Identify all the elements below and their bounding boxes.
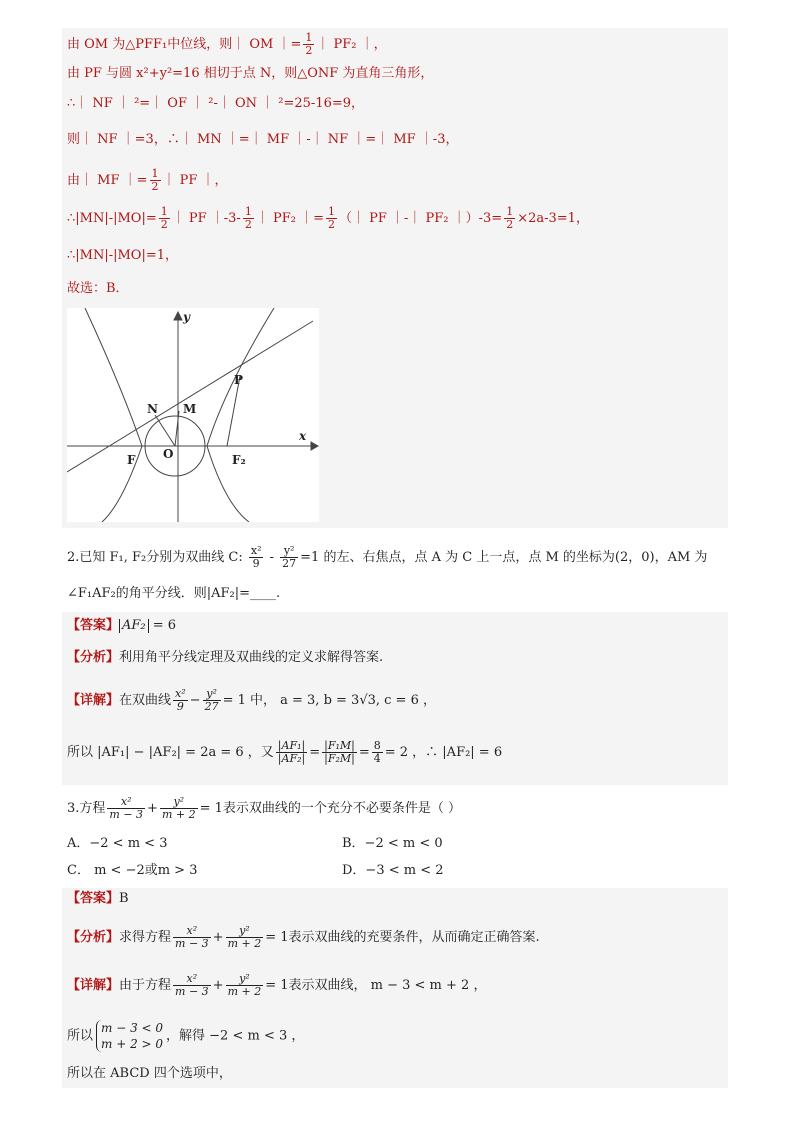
- tangent-line-pf: [67, 321, 313, 472]
- q3-answer: 【答案】B: [67, 891, 129, 906]
- solution-line-5: 由｜ MF ｜= $\frac{1}{2}$ ｜ PF ｜，: [67, 167, 228, 193]
- x-axis-arrow: [311, 442, 318, 450]
- solution-line-3: ∴｜ NF ｜ ²=｜ OF ｜ ²-｜ ON ｜ ²=25-16=9，: [67, 96, 365, 111]
- q3-last: 所以在 ABCD 四个选项中，: [67, 1066, 232, 1081]
- q3-option-b[interactable]: B．−2 < m < 0: [342, 836, 443, 851]
- label-p: P: [234, 373, 244, 387]
- q3-option-a[interactable]: A．−2 < m < 3: [67, 836, 168, 851]
- q2-stem-line-2: ∠F₁AF₂的角平分线．则|AF₂|=____.: [67, 586, 281, 601]
- q2-so: 所以 |AF₁| − |AF₂| = 2a = 6 ，又 $\frac{\text{|AF₁|}}{\text{|AF₂|}}$ = $\frac{\text{|F₁M|}}{\text{|F₂M|}}$ = $\frac{8}{4}$ = 2 ，∴ |AF₂| = 6: [67, 739, 503, 765]
- q3-stem: 3.方程 $\frac{\text{x²}}{m - 3}$ + $\frac{\text{y²}}{m + 2}$ = 1表示双曲线的一个充分不必要条件是（ ）: [67, 795, 462, 821]
- inequality-system: m − 3 < 0 m + 2 > 0: [96, 1020, 163, 1052]
- label-x: x: [299, 429, 307, 443]
- solution-line-6: ∴|MN|-|MO|= $\frac{1}{2}$ ｜ PF ｜-3- $\frac{1}{2}$ ｜ PF₂ ｜= $\frac{1}{2}$ （｜ PF ｜-｜ PF₂ ｜）-3= $\frac{1}{2}$ ×2a-3=1，: [67, 205, 589, 231]
- hyperbola-right-branch: [207, 308, 274, 522]
- label-n: N: [147, 402, 158, 416]
- q3-option-d[interactable]: D．−3 < m < 2: [342, 863, 444, 878]
- y-axis-arrow: [174, 312, 182, 320]
- solution-line-7: ∴|MN|-|MO|=1，: [67, 248, 179, 263]
- solution-line-1: 由 OM 为△PFF₁中位线，则｜ OM ｜= $\frac{1}{2}$ ｜ PF₂ ｜，: [67, 31, 387, 57]
- hyperbola-left-branch: [85, 308, 142, 522]
- solution-line-2: 由 PF 与圆 x²+y²=16 相切于点 N，则△ONF 为直角三角形，: [67, 66, 434, 81]
- hyperbola-figure: [67, 308, 319, 522]
- q3-so: 所以 m − 3 < 0 m + 2 > 0 ，解得 −2 < m < 3 ，: [67, 1021, 305, 1051]
- label-f: F: [127, 453, 136, 467]
- q2-answer: 【答案】 AF₂ = 6: [67, 618, 177, 633]
- label-o: O: [163, 447, 174, 461]
- q2-analysis: 【分析】利用角平分线定理及双曲线的定义求解得答案.: [67, 650, 384, 665]
- fraction: $\frac{1}{2}$: [305, 31, 313, 57]
- solution-line-4: 则｜ NF ｜=3，∴｜ MN ｜=｜ MF ｜-｜ NF ｜=｜ MF ｜-3，: [67, 132, 459, 147]
- q3-analysis: 【分析】求得方程 $\frac{\text{x²}}{m - 3}$ + $\frac{\text{y²}}{m + 2}$ = 1表示双曲线的充要条件，从而确定正确答案.: [67, 924, 540, 950]
- label-y: y: [183, 310, 190, 324]
- q3-option-c[interactable]: C． m < −2或m > 3: [67, 863, 198, 878]
- label-m: M: [183, 402, 197, 416]
- q3-detail: 【详解】由于方程 $\frac{\text{x²}}{m - 3}$ + $\frac{\text{y²}}{m + 2}$ = 1表示双曲线， m − 3 < m + 2 ，: [67, 972, 487, 998]
- solution-line-8: 故选：B．: [67, 281, 129, 296]
- segment-on: [155, 415, 175, 446]
- q2-stem-line-1: 2.已知 F₁, F₂分别为双曲线 C: $\frac{\text{x²}}{9}$ - $\frac{\text{y²}}{27}$ =1 的左、右焦点，点 A 为 C 上一点，点 M 的坐标为(2，0)，AM 为: [67, 544, 708, 570]
- label-f2: F₂: [232, 453, 246, 467]
- q2-detail: 【详解】在双曲线 $\frac{\text{x²}}{9}$ − $\frac{\text{y²}}{27}$ = 1 中， a = 3, b = 3√3, c = 6 ，: [67, 687, 436, 713]
